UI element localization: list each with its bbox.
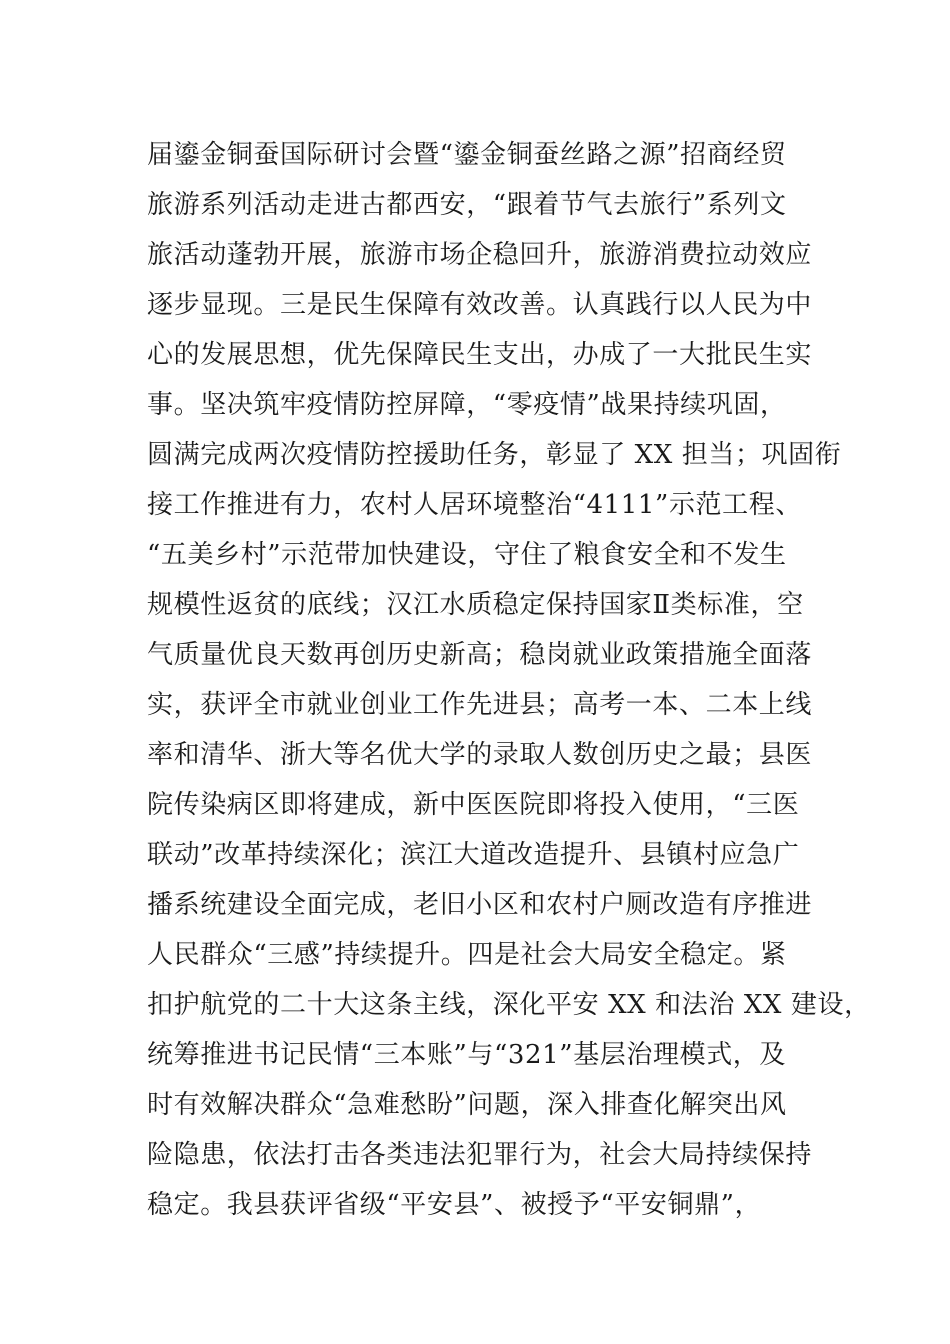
text-line: 旅活动蓬勃开展，旅游市场企稳回升，旅游消费拉动效应 [147,240,813,270]
body-paragraph [147,130,871,1230]
text-line: 稳定。我县获评省级“平安县”、被授予“平安铜鼎”， [147,1190,762,1220]
text-line: 旅游系列活动走进古都西安，“跟着节气去旅行”系列文 [147,190,787,220]
text-line: 院传染病区即将建成，新中医医院即将投入使用，“三医 [147,790,800,820]
text-line: “五美乡村”示范带加快建设，守住了粮食安全和不发生 [147,540,787,570]
text-line: 播系统建设全面完成，老旧小区和农村户厕改造有序推进 [147,890,813,920]
text-line: 逐步显现。三是民生保障有效改善。认真践行以人民为中 [147,290,813,320]
text-line: 心的发展思想，优先保障民生支出，办成了一大批民生实 [147,340,813,370]
text-line: 险隐患，依法打击各类违法犯罪行为，社会大局持续保持 [147,1140,813,1170]
text-line: 事。坚决筑牢疫情防控屏障，“零疫情”战果持续巩固， [147,390,787,420]
text-line: 圆满完成两次疫情防控援助任务，彰显了 XX 担当；巩固衔 [147,440,842,470]
text-line: 气质量优良天数再创历史新高；稳岗就业政策措施全面落 [147,640,813,670]
text-line: 扣护航党的二十大这条主线，深化平安 XX 和法治 XX 建设， [147,990,871,1020]
text-line: 时有效解决群众“急难愁盼”问题，深入排查化解突出风 [147,1090,787,1120]
text-line: 联动”改革持续深化；滨江大道改造提升、县镇村应急广 [147,840,800,870]
text-line: 实，获评全市就业创业工作先进县；高考一本、二本上线 [147,690,813,720]
text-line: 规模性返贫的底线；汉江水质稳定保持国家Ⅱ类标准，空 [147,590,804,620]
text-line: 接工作推进有力，农村人居环境整治“4111”示范工程、 [147,490,802,520]
text-line: 届鎏金铜蚕国际研讨会暨“鎏金铜蚕丝路之源”招商经贸 [147,140,787,170]
text-line: 率和清华、浙大等名优大学的录取人数创历史之最；县医 [147,740,813,770]
text-line: 人民群众“三感”持续提升。四是社会大局安全稳定。紧 [147,940,787,970]
text-line: 统筹推进书记民情“三本账”与“321”基层治理模式，及 [147,1040,786,1070]
